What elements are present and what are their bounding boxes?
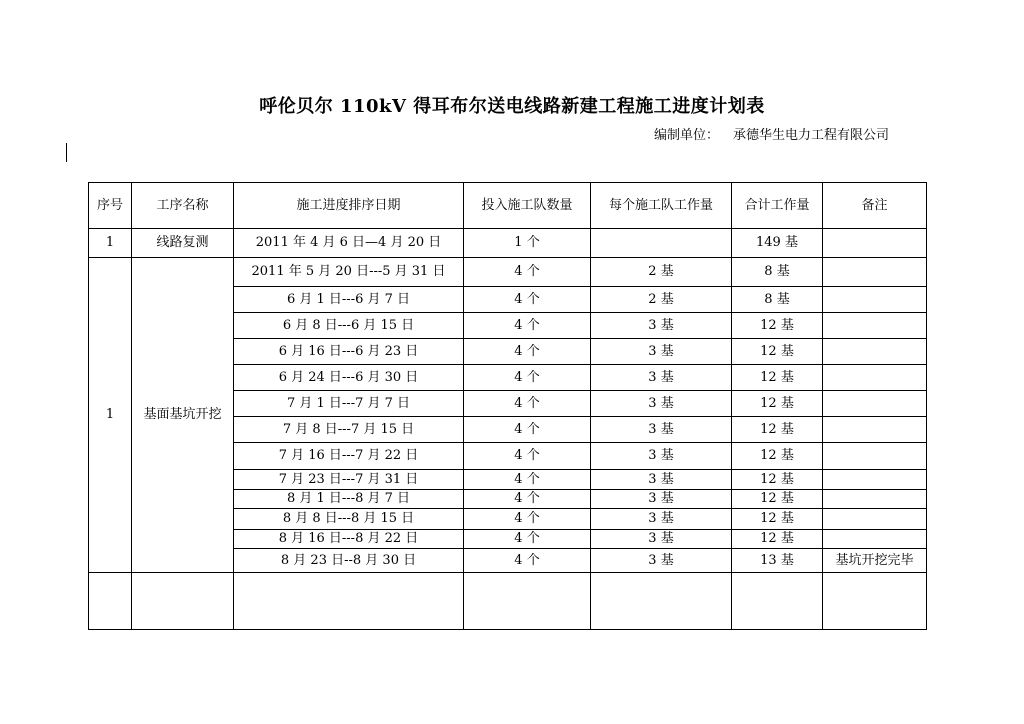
- row-date: 8 月 16 日---8 月 22 日: [234, 530, 464, 549]
- row-teams: 4 个: [464, 549, 591, 573]
- row-note: [823, 417, 927, 443]
- empty-cell: [234, 573, 464, 630]
- header-task: 工序名称: [132, 183, 234, 229]
- row-note: [823, 258, 927, 287]
- row-per-team: 3 基: [591, 443, 732, 470]
- empty-cell: [591, 573, 732, 630]
- row-total: 12 基: [732, 339, 823, 365]
- row-date: 7 月 16 日---7 月 22 日: [234, 443, 464, 470]
- document-title: 呼伦贝尔 110kV 得耳布尔送电线路新建工程施工进度计划表: [259, 96, 765, 117]
- row-date: 7 月 1 日---7 月 7 日: [234, 391, 464, 417]
- row-date: 6 月 1 日---6 月 7 日: [234, 287, 464, 313]
- row-per-team: 3 基: [591, 365, 732, 391]
- row-per-team: [591, 229, 732, 258]
- row-teams: 4 个: [464, 287, 591, 313]
- row-date: 2011 年 5 月 20 日---5 月 31 日: [234, 258, 464, 287]
- row-note: 基坑开挖完毕: [823, 549, 927, 573]
- row-total: 12 基: [732, 443, 823, 470]
- row-per-team: 3 基: [591, 391, 732, 417]
- row-note: [823, 443, 927, 470]
- row-note: [823, 365, 927, 391]
- row-teams: 4 个: [464, 530, 591, 549]
- row-teams: 4 个: [464, 339, 591, 365]
- row-total: 8 基: [732, 287, 823, 313]
- empty-cell: [732, 573, 823, 630]
- empty-cell: [89, 573, 132, 630]
- row-note: [823, 313, 927, 339]
- row-note: [823, 470, 927, 490]
- org-name: 承德华生电力工程有限公司: [733, 128, 890, 143]
- row-teams: 4 个: [464, 258, 591, 287]
- row-teams: 4 个: [464, 443, 591, 470]
- row-per-team: 2 基: [591, 287, 732, 313]
- row-date: 6 月 8 日---6 月 15 日: [234, 313, 464, 339]
- empty-cell: [464, 573, 591, 630]
- row-task: 线路复测: [132, 229, 234, 258]
- row-total: 149 基: [732, 229, 823, 258]
- row-total: 12 基: [732, 530, 823, 549]
- row-note: [823, 287, 927, 313]
- row-date: 2011 年 4 月 6 日—4 月 20 日: [234, 229, 464, 258]
- row-date: 6 月 16 日---6 月 23 日: [234, 339, 464, 365]
- row-total: 12 基: [732, 365, 823, 391]
- row-total: 12 基: [732, 509, 823, 530]
- text-cursor: [66, 143, 67, 162]
- header-teams: 投入施工队数量: [464, 183, 591, 229]
- row-note: [823, 490, 927, 509]
- row-per-team: 3 基: [591, 490, 732, 509]
- row-per-team: 3 基: [591, 313, 732, 339]
- row-note: [823, 391, 927, 417]
- header-note: 备注: [823, 183, 927, 229]
- row-teams: 4 个: [464, 490, 591, 509]
- row-per-team: 3 基: [591, 530, 732, 549]
- row-per-team: 3 基: [591, 509, 732, 530]
- row-note: [823, 530, 927, 549]
- row-teams: 4 个: [464, 417, 591, 443]
- row-date: 8 月 23 日--8 月 30 日: [234, 549, 464, 573]
- table-row: [89, 229, 927, 258]
- empty-cell: [132, 573, 234, 630]
- row-per-team: 3 基: [591, 417, 732, 443]
- row-total: 8 基: [732, 258, 823, 287]
- header-total: 合计工作量: [732, 183, 823, 229]
- row-total: 12 基: [732, 490, 823, 509]
- header-row: [89, 183, 927, 229]
- row-teams: 4 个: [464, 365, 591, 391]
- row-teams: 4 个: [464, 470, 591, 490]
- row-per-team: 2 基: [591, 258, 732, 287]
- row-date: 8 月 8 日---8 月 15 日: [234, 509, 464, 530]
- row-total: 12 基: [732, 313, 823, 339]
- table-row: [89, 258, 927, 287]
- row-date: 6 月 24 日---6 月 30 日: [234, 365, 464, 391]
- org-line: [654, 124, 889, 143]
- row-date: 7 月 23 日---7 月 31 日: [234, 470, 464, 490]
- row-per-team: 3 基: [591, 470, 732, 490]
- org-label: 编制单位：: [654, 128, 720, 143]
- row-teams: 1 个: [464, 229, 591, 258]
- row-total: 12 基: [732, 470, 823, 490]
- row-no: 1: [89, 229, 132, 258]
- row-per-team: 3 基: [591, 549, 732, 573]
- row-note: [823, 509, 927, 530]
- row-total: 12 基: [732, 391, 823, 417]
- row-teams: 4 个: [464, 509, 591, 530]
- schedule-table: [88, 182, 927, 630]
- row-date: 7 月 8 日---7 月 15 日: [234, 417, 464, 443]
- empty-row: [89, 573, 927, 630]
- header-per-team: 每个施工队工作量: [591, 183, 732, 229]
- row-teams: 4 个: [464, 313, 591, 339]
- group-no: 1: [89, 258, 132, 573]
- header-no: 序号: [89, 183, 132, 229]
- row-teams: 4 个: [464, 391, 591, 417]
- row-per-team: 3 基: [591, 339, 732, 365]
- row-note: [823, 339, 927, 365]
- row-total: 12 基: [732, 417, 823, 443]
- row-total: 13 基: [732, 549, 823, 573]
- empty-cell: [823, 573, 927, 630]
- header-date: 施工进度排序日期: [234, 183, 464, 229]
- row-note: [823, 229, 927, 258]
- row-date: 8 月 1 日---8 月 7 日: [234, 490, 464, 509]
- group-task: 基面基坑开挖: [132, 258, 234, 573]
